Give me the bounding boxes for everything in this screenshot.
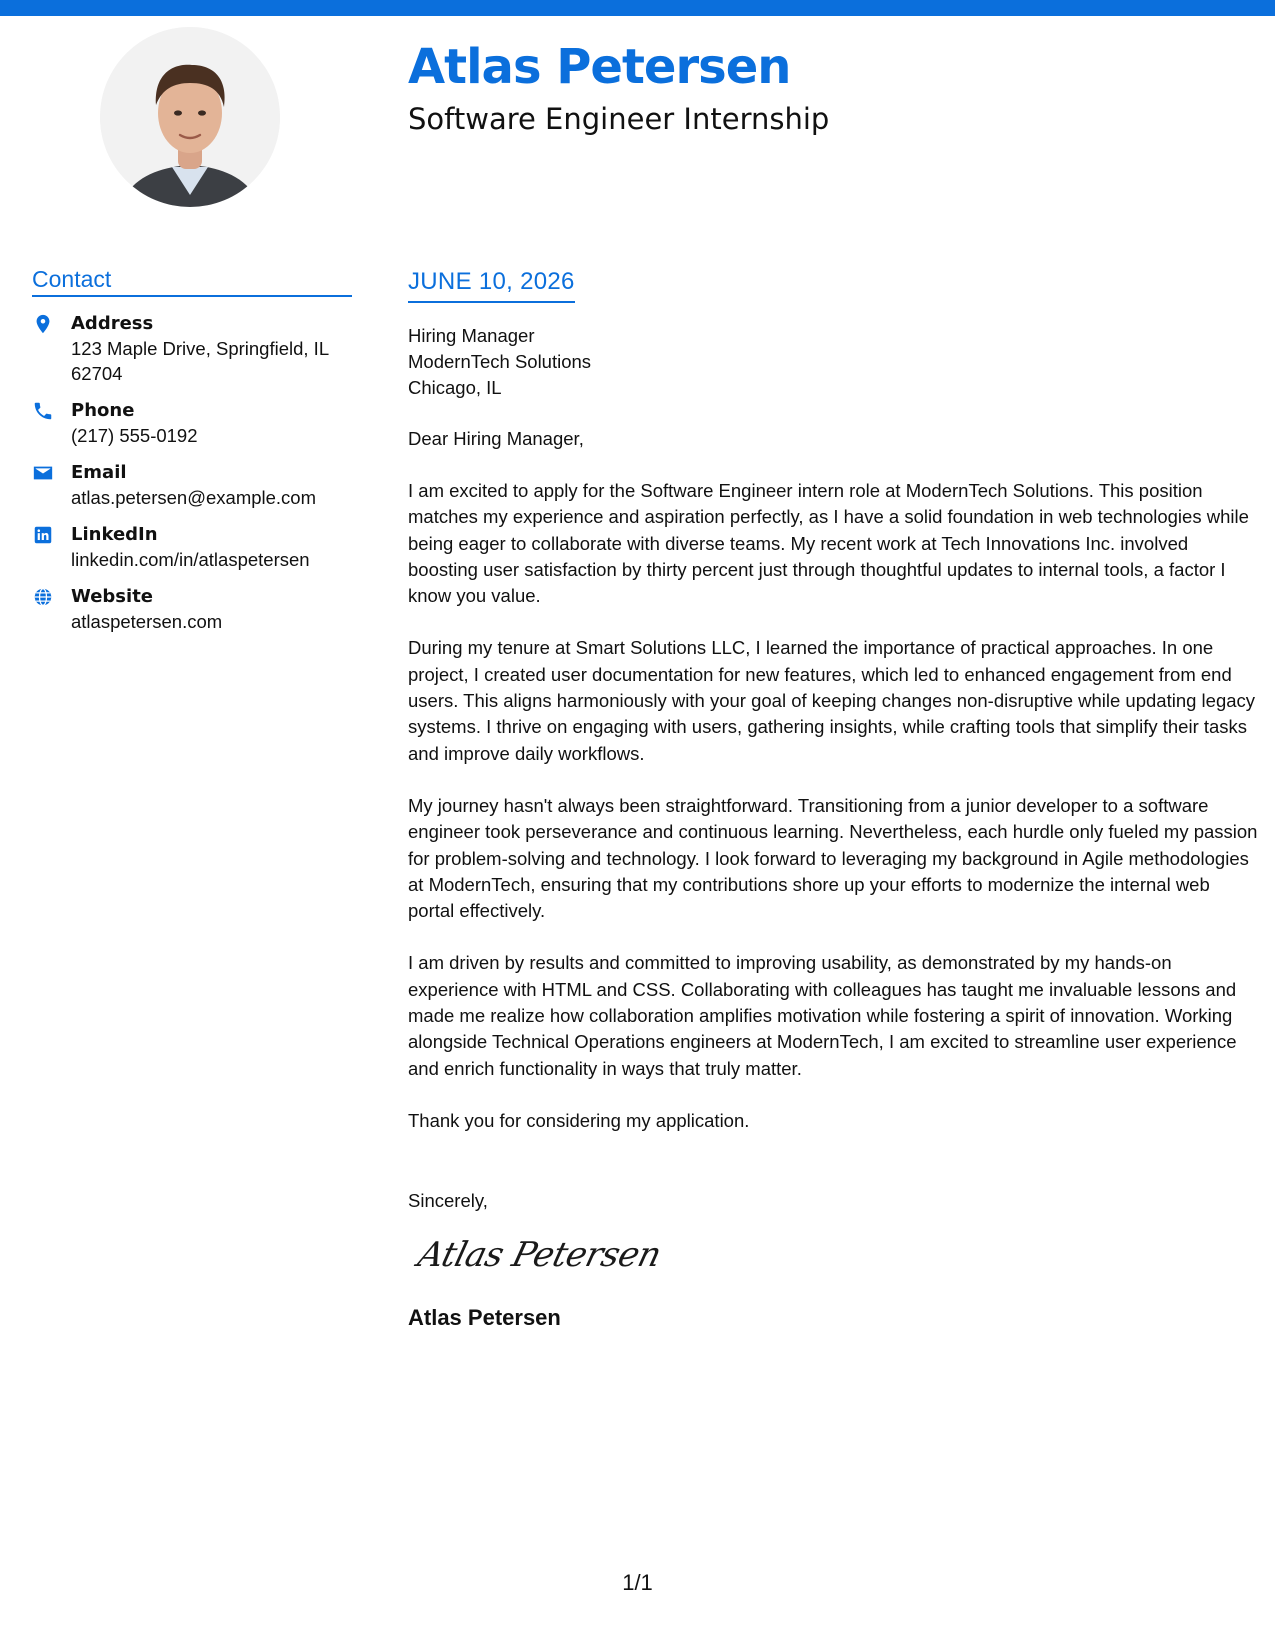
top-accent-bar: [0, 0, 1275, 16]
signed-name: Atlas Petersen: [408, 1304, 561, 1330]
letter-paragraph: My journey hasn't always been straightforward. Transitioning from a junior developer to a software engineer took perseverance and continuous learning. Nevertheless, each hurdle only fueled my passion for problem-solving and technology. I look forward to leveraging my background in Agile methodologies at ModernTech, ensuring that my contributions shore up your efforts to modernize the internal web portal effectively.: [408, 794, 1258, 922]
contact-list: [32, 311, 352, 634]
map-pin-icon: [32, 313, 54, 335]
contact-label: Phone: [71, 400, 135, 421]
contact-value[interactable]: linkedin.com/in/atlaspetersen: [71, 549, 310, 570]
contact-value[interactable]: atlaspetersen.com: [71, 611, 223, 632]
globe-icon: [32, 586, 54, 608]
contact-value[interactable]: atlas.petersen@example.com: [71, 487, 317, 508]
contact-label: Address: [71, 313, 154, 334]
contact-website: [32, 584, 352, 634]
contact-phone: [32, 398, 352, 448]
phone-icon: [32, 400, 54, 422]
contact-label: Website: [71, 586, 154, 607]
letter-paragraph: During my tenure at Smart Solutions LLC, I learned the importance of practical approaches. In one project, I created user documentation for new features, which led to enhanced engagement from end users. This aligns harmoniously with your goal of keeping changes non-disruptive while updating legacy systems. I thrive on engaging with users, gathering insights, while crafting tools that simplify their tasks and improve daily workflows.: [408, 637, 1256, 764]
page-number: 1/1: [622, 1570, 653, 1595]
cover-letter-body: [408, 268, 1258, 1331]
letter-date: JUNE 10, 2026: [408, 268, 575, 303]
contact-heading: Contact: [32, 266, 352, 297]
recipient-line: ModernTech Solutions: [408, 351, 592, 373]
linkedin-icon: [32, 524, 54, 546]
salutation: Dear Hiring Manager,: [408, 427, 584, 449]
profile-photo: [100, 27, 280, 207]
envelope-icon: [32, 462, 54, 484]
letter-paragraph: I am excited to apply for the Software Engineer intern role at ModernTech Solutions. This position matches my experience and aspiration perfectly, as I have a solid foundation in web technologies while being eager to collaborate with diverse teams. My recent work at Tech Innovations Inc. involved boosting user satisfaction by thirty percent just through thoughtful updates to internal tools, a factor I know you value.: [408, 479, 1249, 607]
handwritten-signature: Atlas Petersen: [414, 1234, 665, 1275]
contact-email: [32, 460, 352, 510]
letter-paragraph: I am driven by results and committed to improving usability, as demonstrated by my hands-on experience with HTML and CSS. Collaborating with colleagues has taught me invaluable lessons and made me realize how collaboration amplifies motivation while fostering a spirit of innovation. Working alongside Technical Operations engineers at ModernTech, I am excited to streamline user experience and enrich functionality in ways that truly matter.: [408, 952, 1237, 1079]
contact-linkedin: [32, 522, 352, 572]
job-title: Software Engineer Internship: [408, 102, 830, 136]
letter-paragraph: Thank you for considering my application.: [408, 1109, 750, 1131]
contact-value: (217) 555-0192: [71, 425, 198, 446]
recipient-block: [408, 323, 1258, 402]
closing: Sincerely,: [408, 1190, 488, 1212]
candidate-name: Atlas Petersen: [408, 39, 791, 95]
contact-label: Email: [71, 462, 127, 483]
contact-value: 123 Maple Drive, Springfield, IL 62704: [71, 338, 329, 384]
contact-address: [32, 311, 352, 386]
recipient-line: Hiring Manager: [408, 324, 535, 346]
contact-sidebar: [32, 266, 352, 634]
contact-label: LinkedIn: [71, 524, 158, 545]
recipient-line: Chicago, IL: [408, 377, 502, 399]
